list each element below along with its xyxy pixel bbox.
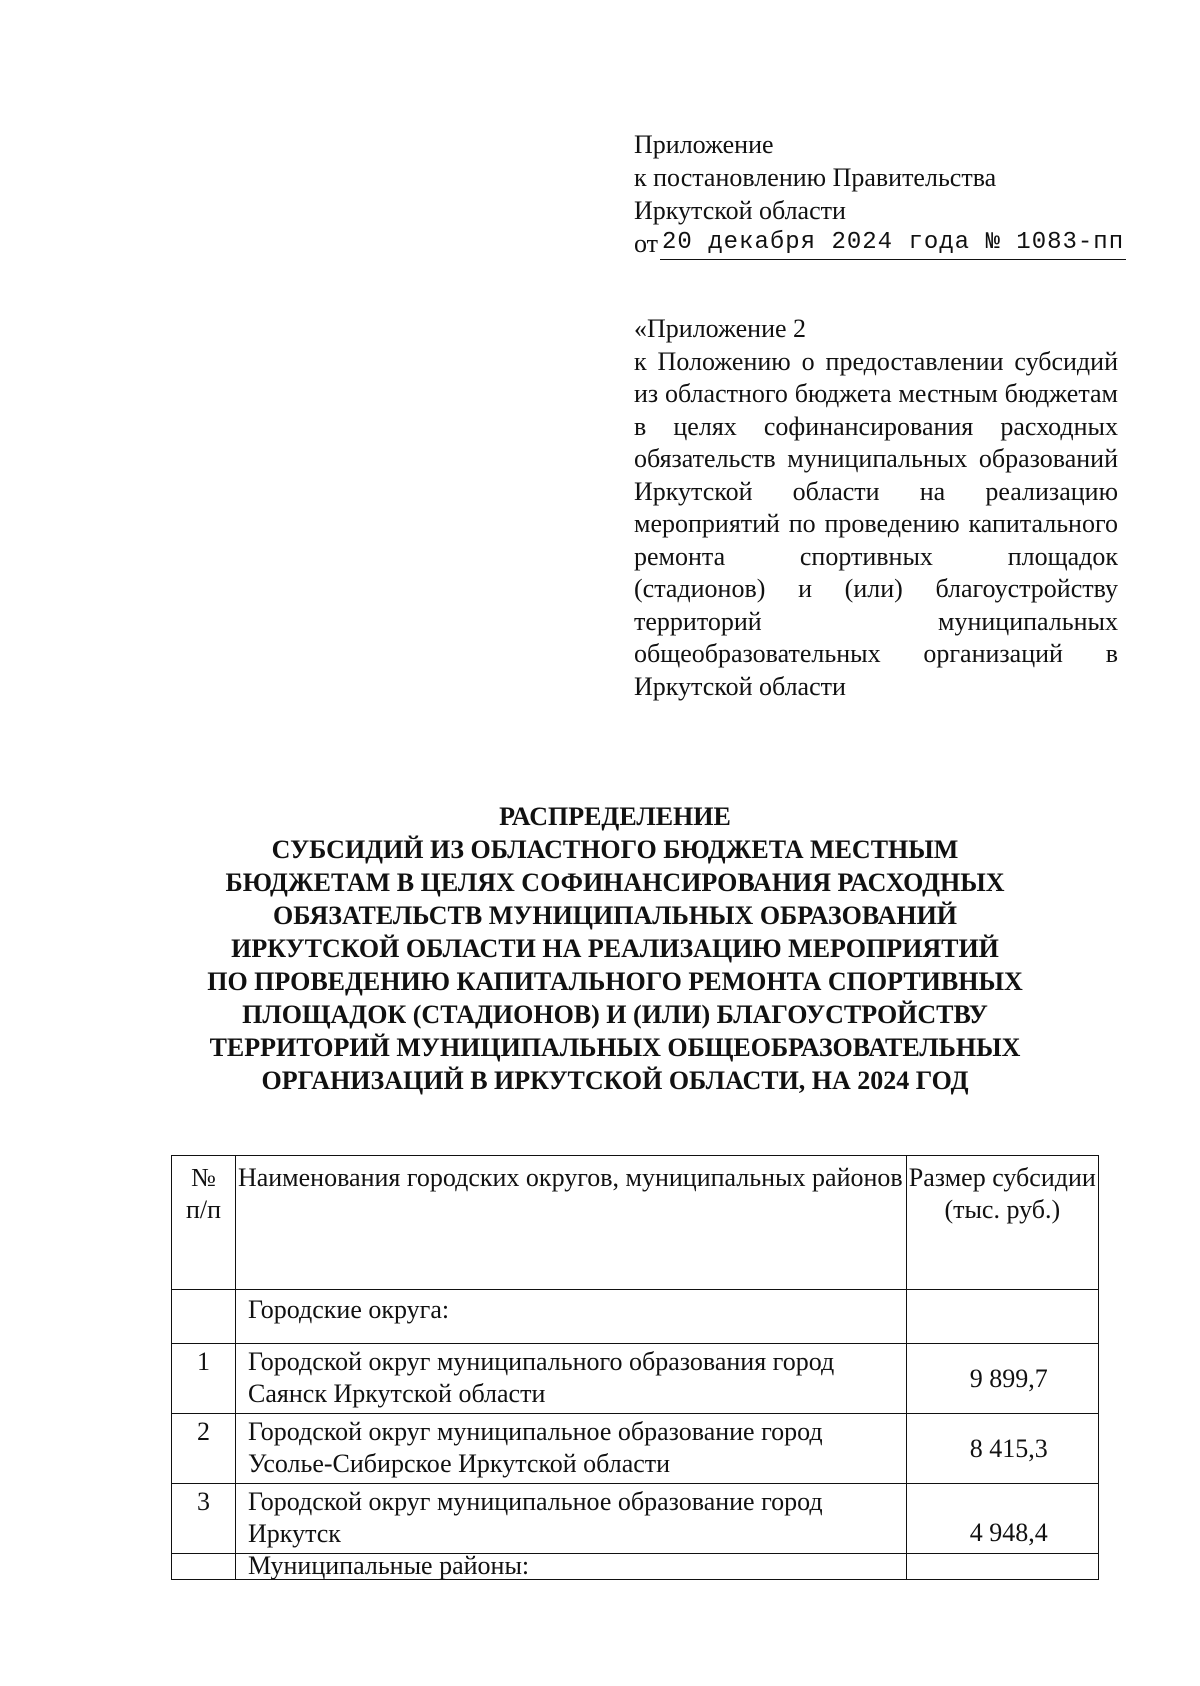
row-number: 3 — [172, 1484, 236, 1554]
row-amount: 8 415,3 — [906, 1414, 1098, 1484]
header-line-2: к постановлению Правительства — [634, 163, 997, 192]
header-name: Наименования городских округов, муниципальных районов — [236, 1156, 907, 1290]
appendix-title: «Приложение 2 — [634, 314, 807, 343]
title-line: ОРГАНИЗАЦИЙ В ИРКУТСКОЙ ОБЛАСТИ, НА 2024 ГОД — [261, 1066, 969, 1095]
table-row — [172, 1484, 1099, 1554]
appendix-body: к Положению о предоставлении субсидий из областного бюджета местным бюджетам в целях софинансирования расходных обязательств муниципальных образований Иркутской области на реализацию мероприятий по проведению капитального ремонта спортивных площадок (стадионов) и (или) благоустройству территорий муниципальных общеобразовательных организаций в Иркутской области — [634, 346, 1118, 701]
title-line: РАСПРЕДЕЛЕНИЕ — [499, 802, 731, 831]
header-number-abbr: п/п — [185, 1195, 222, 1224]
decree-header — [634, 128, 1134, 260]
header-amount: Размер субсидии (тыс. руб.) — [906, 1156, 1098, 1290]
row-number: 1 — [172, 1344, 236, 1414]
decree-date-value: 20 декабря 2024 года № 1083-пп — [660, 228, 1126, 260]
row-name: Городской округ муниципальное образование город Иркутск — [236, 1484, 907, 1554]
row-number: 2 — [172, 1414, 236, 1484]
title-line: СУБСИДИЙ ИЗ ОБЛАСТНОГО БЮДЖЕТА МЕСТНЫМ — [271, 835, 959, 864]
subsidy-distribution-table — [171, 1155, 1099, 1580]
header-number — [172, 1156, 236, 1290]
title-line: ИРКУТСКОЙ ОБЛАСТИ НА РЕАЛИЗАЦИЮ МЕРОПРИЯТИЙ — [231, 934, 999, 963]
title-line: БЮДЖЕТАМ В ЦЕЛЯХ СОФИНАНСИРОВАНИЯ РАСХОДНЫХ — [225, 868, 1005, 897]
section-label: Муниципальные районы: — [236, 1554, 907, 1580]
section-label: Городские округа: — [236, 1290, 907, 1344]
title-line: ОБЯЗАТЕЛЬСТВ МУНИЦИПАЛЬНЫХ ОБРАЗОВАНИЙ — [272, 901, 958, 930]
title-line: ПО ПРОВЕДЕНИЮ КАПИТАЛЬНОГО РЕМОНТА СПОРТИВНЫХ — [207, 967, 1023, 996]
section-row-city-districts — [172, 1290, 1099, 1344]
document-title — [140, 800, 1090, 1097]
row-name: Городской округ муниципального образования город Саянск Иркутской области — [236, 1344, 907, 1414]
table-row — [172, 1344, 1099, 1414]
row-amount: 4 948,4 — [906, 1484, 1098, 1554]
title-line: ПЛОЩАДОК (СТАДИОНОВ) И (ИЛИ) БЛАГОУСТРОЙСТВУ — [242, 1000, 988, 1029]
table-row — [172, 1414, 1099, 1484]
table-header-row — [172, 1156, 1099, 1290]
appendix-reference — [634, 313, 1118, 703]
decree-date-line — [634, 227, 1134, 260]
date-prefix: от — [634, 229, 659, 258]
section-row-municipal-districts — [172, 1554, 1099, 1580]
header-line-3: Иркутской области — [634, 196, 846, 225]
header-line-1: Приложение — [634, 130, 774, 159]
row-name: Городской округ муниципальное образование город Усолье-Сибирское Иркутской области — [236, 1414, 907, 1484]
title-line: ТЕРРИТОРИЙ МУНИЦИПАЛЬНЫХ ОБЩЕОБРАЗОВАТЕЛЬНЫХ — [209, 1033, 1021, 1062]
row-amount: 9 899,7 — [906, 1344, 1098, 1414]
header-number-symbol: № — [191, 1163, 216, 1192]
